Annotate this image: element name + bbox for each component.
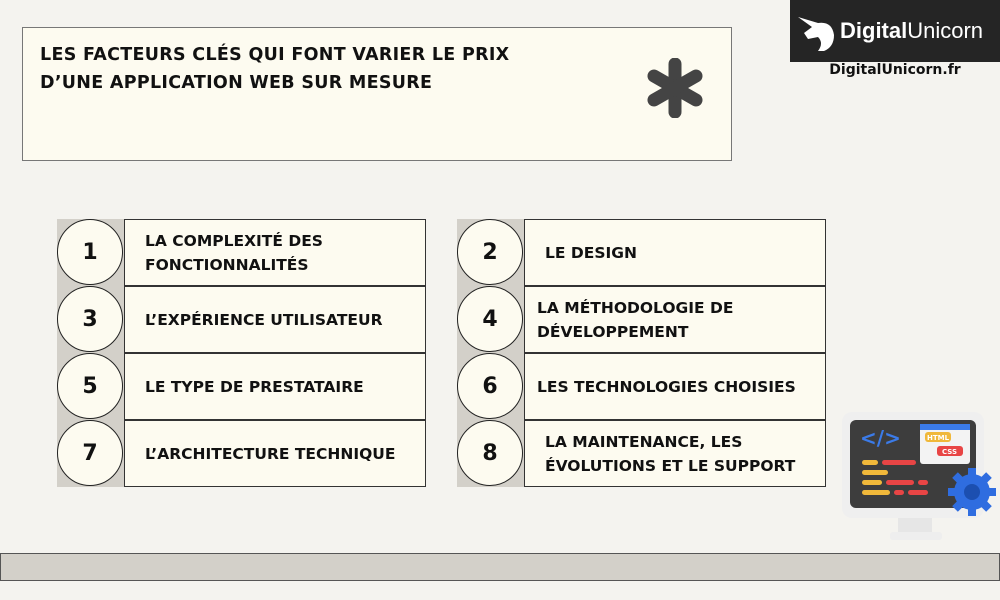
- factor-label: LA MÉTHODOLOGIE DE DÉVELOPPEMENT: [524, 286, 826, 353]
- page-title: LES FACTEURS CLÉS QUI FONT VARIER LE PRIX D’UNE APPLICATION WEB SUR MESURE: [40, 45, 510, 93]
- unicorn-icon: [796, 9, 836, 53]
- factor-number: 1: [57, 219, 123, 285]
- factor-label: LE DESIGN: [524, 219, 826, 286]
- factor-label: LA COMPLEXITÉ DES FONCTIONNALITÉS: [124, 219, 426, 286]
- asterisk-icon: [645, 58, 705, 118]
- footer-bar: [0, 553, 1000, 581]
- gear-icon: [948, 468, 996, 516]
- factor-number: 7: [57, 420, 123, 486]
- factor-number: 4: [457, 286, 523, 352]
- factor-label: LE TYPE DE PRESTATAIRE: [124, 353, 426, 420]
- factor-number: 2: [457, 219, 523, 285]
- factor-label: LA MAINTENANCE, LES ÉVOLUTIONS ET LE SUPPORT: [524, 420, 826, 487]
- brand-logo: DigitalUnicorn: [790, 0, 1000, 62]
- factor-label: L’EXPÉRIENCE UTILISATEUR: [124, 286, 426, 353]
- title-card: [22, 27, 732, 161]
- svg-text:HTML: HTML: [927, 434, 950, 442]
- website-label: DigitalUnicorn.fr: [829, 62, 961, 78]
- factor-number: 6: [457, 353, 523, 419]
- factor-number: 8: [457, 420, 523, 486]
- factor-label: LES TECHNOLOGIES CHOISIES: [524, 353, 826, 420]
- svg-text:CSS: CSS: [942, 448, 958, 456]
- code-monitor-illustration: [840, 410, 996, 545]
- factor-number: 3: [57, 286, 123, 352]
- factor-label: L’ARCHITECTURE TECHNIQUE: [124, 420, 426, 487]
- factor-number: 5: [57, 353, 123, 419]
- code-icon: </>: [860, 426, 901, 450]
